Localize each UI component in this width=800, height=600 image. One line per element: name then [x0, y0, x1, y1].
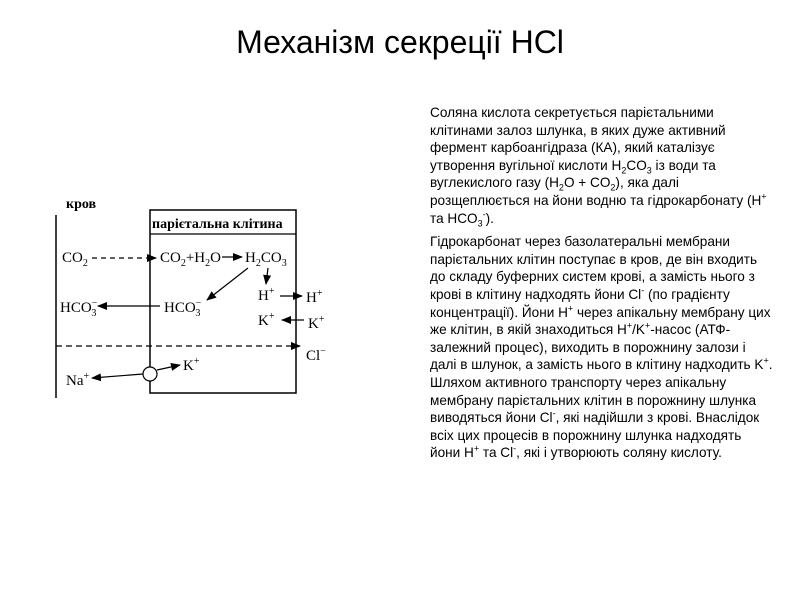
- paragraph-1: Соляна кислота секретується парієтальними клітинами залоз шлунка, в яких дуже активний фермент карбоангідраза (КА), який каталізує утворення вугільної кислоти $H_2CO_3$ із води та вуглекислого газу $(H_2O + CO_2)$, яка далі розщеплюється на йони водню та гідрокарбонату (H+ та $HCO_3^-$).: [430, 105, 767, 229]
- k-pump-arrow: [157, 365, 180, 370]
- cl-lumen-label: Cl−: [306, 346, 326, 364]
- h-cell-label: H+: [258, 286, 275, 304]
- k-cell-label: K+: [258, 311, 275, 329]
- to-h-arrow: [266, 268, 268, 284]
- cell-label: парієтальна клітина: [152, 217, 283, 232]
- na-k-pump-icon: [143, 367, 157, 381]
- na-efflux-arrow: [92, 374, 143, 378]
- k-pump-label: K+: [183, 356, 200, 374]
- co2-h2o-label: $CO_2+H_2O$: [160, 250, 221, 269]
- h2co3-label: $H_2CO_3$: [245, 250, 287, 269]
- to-hco3-arrow: [207, 268, 248, 300]
- paragraph-2: Гідрокарбонат через базолатеральні мембрани парієтальних клітин поступає в кров, де він входить до складу буферних систем крові, а замість нього з крові в клітину надходять йони Cl- (по градієнту концентрації). Йони H+ через апікальну мембрану цих же клітин, в якій знаходиться H+/K+-насос (АТФ-залежний процес), виходить в порожнину залози і далі в шлунок, а замість нього в клітину надходить K+. Шляхом активного транспорту через апікальну мембрану парієтальних клітин в порожнину шлунка виводяться йони Cl-, які надійшли з крові. Внаслідок всіх цих процесів в порожнину шлунка надходять йони H+ та Cl-, які і утворюють соляну кислоту.: [430, 234, 773, 461]
- hco3-cell-label: HCO− 3: [164, 298, 202, 319]
- na-blood-label: Na+: [66, 371, 90, 389]
- description-text: [430, 104, 775, 468]
- blood-label: кров: [66, 197, 97, 212]
- page-title: Механізм секреції HCl: [236, 24, 564, 60]
- h-lumen-label: H+: [306, 288, 323, 306]
- co2-blood-label: $CO_2$: [62, 250, 88, 269]
- hco3-blood-label: HCO− 3: [60, 298, 98, 319]
- k-lumen-label: K+: [308, 314, 325, 332]
